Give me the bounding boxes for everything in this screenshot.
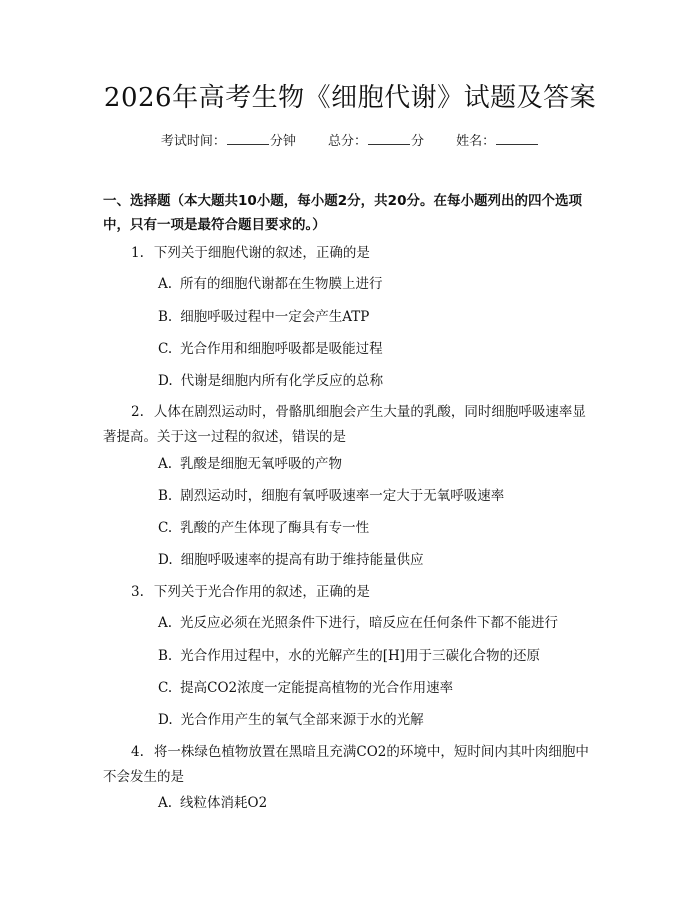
exam-time-field (161, 130, 296, 152)
option-text: 细胞呼吸速率的提高有助于维持能量供应 (180, 552, 424, 568)
option-letter: C. (158, 341, 173, 357)
option-text: 乳酸是细胞无氧呼吸的产物 (180, 456, 343, 472)
option-letter: C. (158, 680, 173, 696)
option-text: 线粒体消耗O2 (180, 795, 268, 811)
total-score-blank (368, 130, 410, 145)
exam-meta (0, 130, 700, 152)
question-1-option-b (158, 306, 598, 328)
question-stem: 将一株绿色植物放置在黑暗且充满CO2的环境中，短时间内其叶肉细胞中不会发生的是 (103, 744, 589, 785)
option-letter: A. (158, 795, 173, 811)
option-text: 剧烈运动时，细胞有氧呼吸速率一定大于无氧呼吸速率 (180, 488, 505, 504)
option-letter: A. (158, 276, 173, 292)
option-letter: D. (158, 712, 173, 728)
question-number: 1. (131, 245, 144, 261)
exam-time-label: 考试时间： (160, 134, 226, 149)
name-field (456, 130, 539, 152)
question-3 (103, 580, 598, 605)
question-stem: 人体在剧烈运动时，骨骼肌细胞会产生大量的乳酸，同时细胞呼吸速率显著提高。关于这一过程的叙述，错误的是 (103, 404, 586, 445)
question-1-option-a (158, 273, 598, 295)
option-letter: B. (158, 648, 173, 664)
option-text: 光合作用和细胞呼吸都是吸能过程 (180, 341, 383, 357)
question-2 (103, 400, 598, 450)
option-letter: B. (158, 488, 173, 504)
question-3-option-d (158, 709, 598, 731)
exam-time-blank (227, 130, 269, 145)
option-text: 乳酸的产生体现了酶具有专一性 (180, 520, 370, 536)
option-text: 细胞呼吸过程中一定会产生ATP (180, 309, 370, 325)
name-blank (496, 130, 538, 145)
question-2-option-a (158, 453, 598, 475)
question-stem: 下列关于细胞代谢的叙述，正确的是 (153, 245, 370, 261)
question-3-option-c (158, 677, 598, 699)
question-3-option-a (158, 612, 598, 634)
option-letter: A. (158, 615, 173, 631)
option-text: 代谢是细胞内所有化学反应的总称 (180, 373, 384, 389)
question-stem: 下列关于光合作用的叙述，正确的是 (153, 584, 370, 600)
option-letter: A. (158, 456, 173, 472)
question-4 (103, 740, 598, 790)
option-text: 光合作用过程中，水的光解产生的[H]用于三碳化合物的还原 (180, 648, 541, 664)
option-letter: B. (158, 309, 173, 325)
option-text: 所有的细胞代谢都在生物膜上进行 (180, 276, 383, 292)
question-1 (103, 241, 598, 266)
option-letter: D. (158, 552, 173, 568)
question-2-option-d (158, 549, 598, 571)
question-1-option-d (158, 370, 598, 392)
question-2-option-b (158, 485, 598, 507)
total-score-unit: 分 (411, 134, 425, 149)
option-letter: D. (158, 373, 173, 389)
question-number: 2. (131, 404, 144, 420)
section-heading: 一、选择题（本大题共10小题，每小题2分，共20分。在每小题列出的四个选项中，只有一项是最符合题目要求的。） (103, 193, 582, 233)
option-letter: C. (158, 520, 173, 536)
option-text: 光反应必须在光照条件下进行，暗反应在任何条件下都不能进行 (180, 615, 559, 631)
question-4-option-a (158, 792, 598, 814)
option-text: 光合作用产生的氧气全部来源于水的光解 (180, 712, 424, 728)
question-number: 3. (131, 584, 144, 600)
page-title: 2026年高考生物《细胞代谢》试题及答案 (103, 83, 597, 113)
total-score-label: 总分： (327, 134, 367, 149)
question-1-option-c (158, 338, 598, 360)
exam-time-unit: 分钟 (269, 134, 296, 149)
question-2-option-c (158, 517, 598, 539)
question-3-option-b (158, 645, 598, 667)
name-label: 姓名： (456, 134, 496, 149)
total-score-field (328, 130, 424, 152)
option-text: 提高CO2浓度一定能提高植物的光合作用速率 (180, 680, 454, 696)
question-number: 4. (131, 744, 144, 760)
